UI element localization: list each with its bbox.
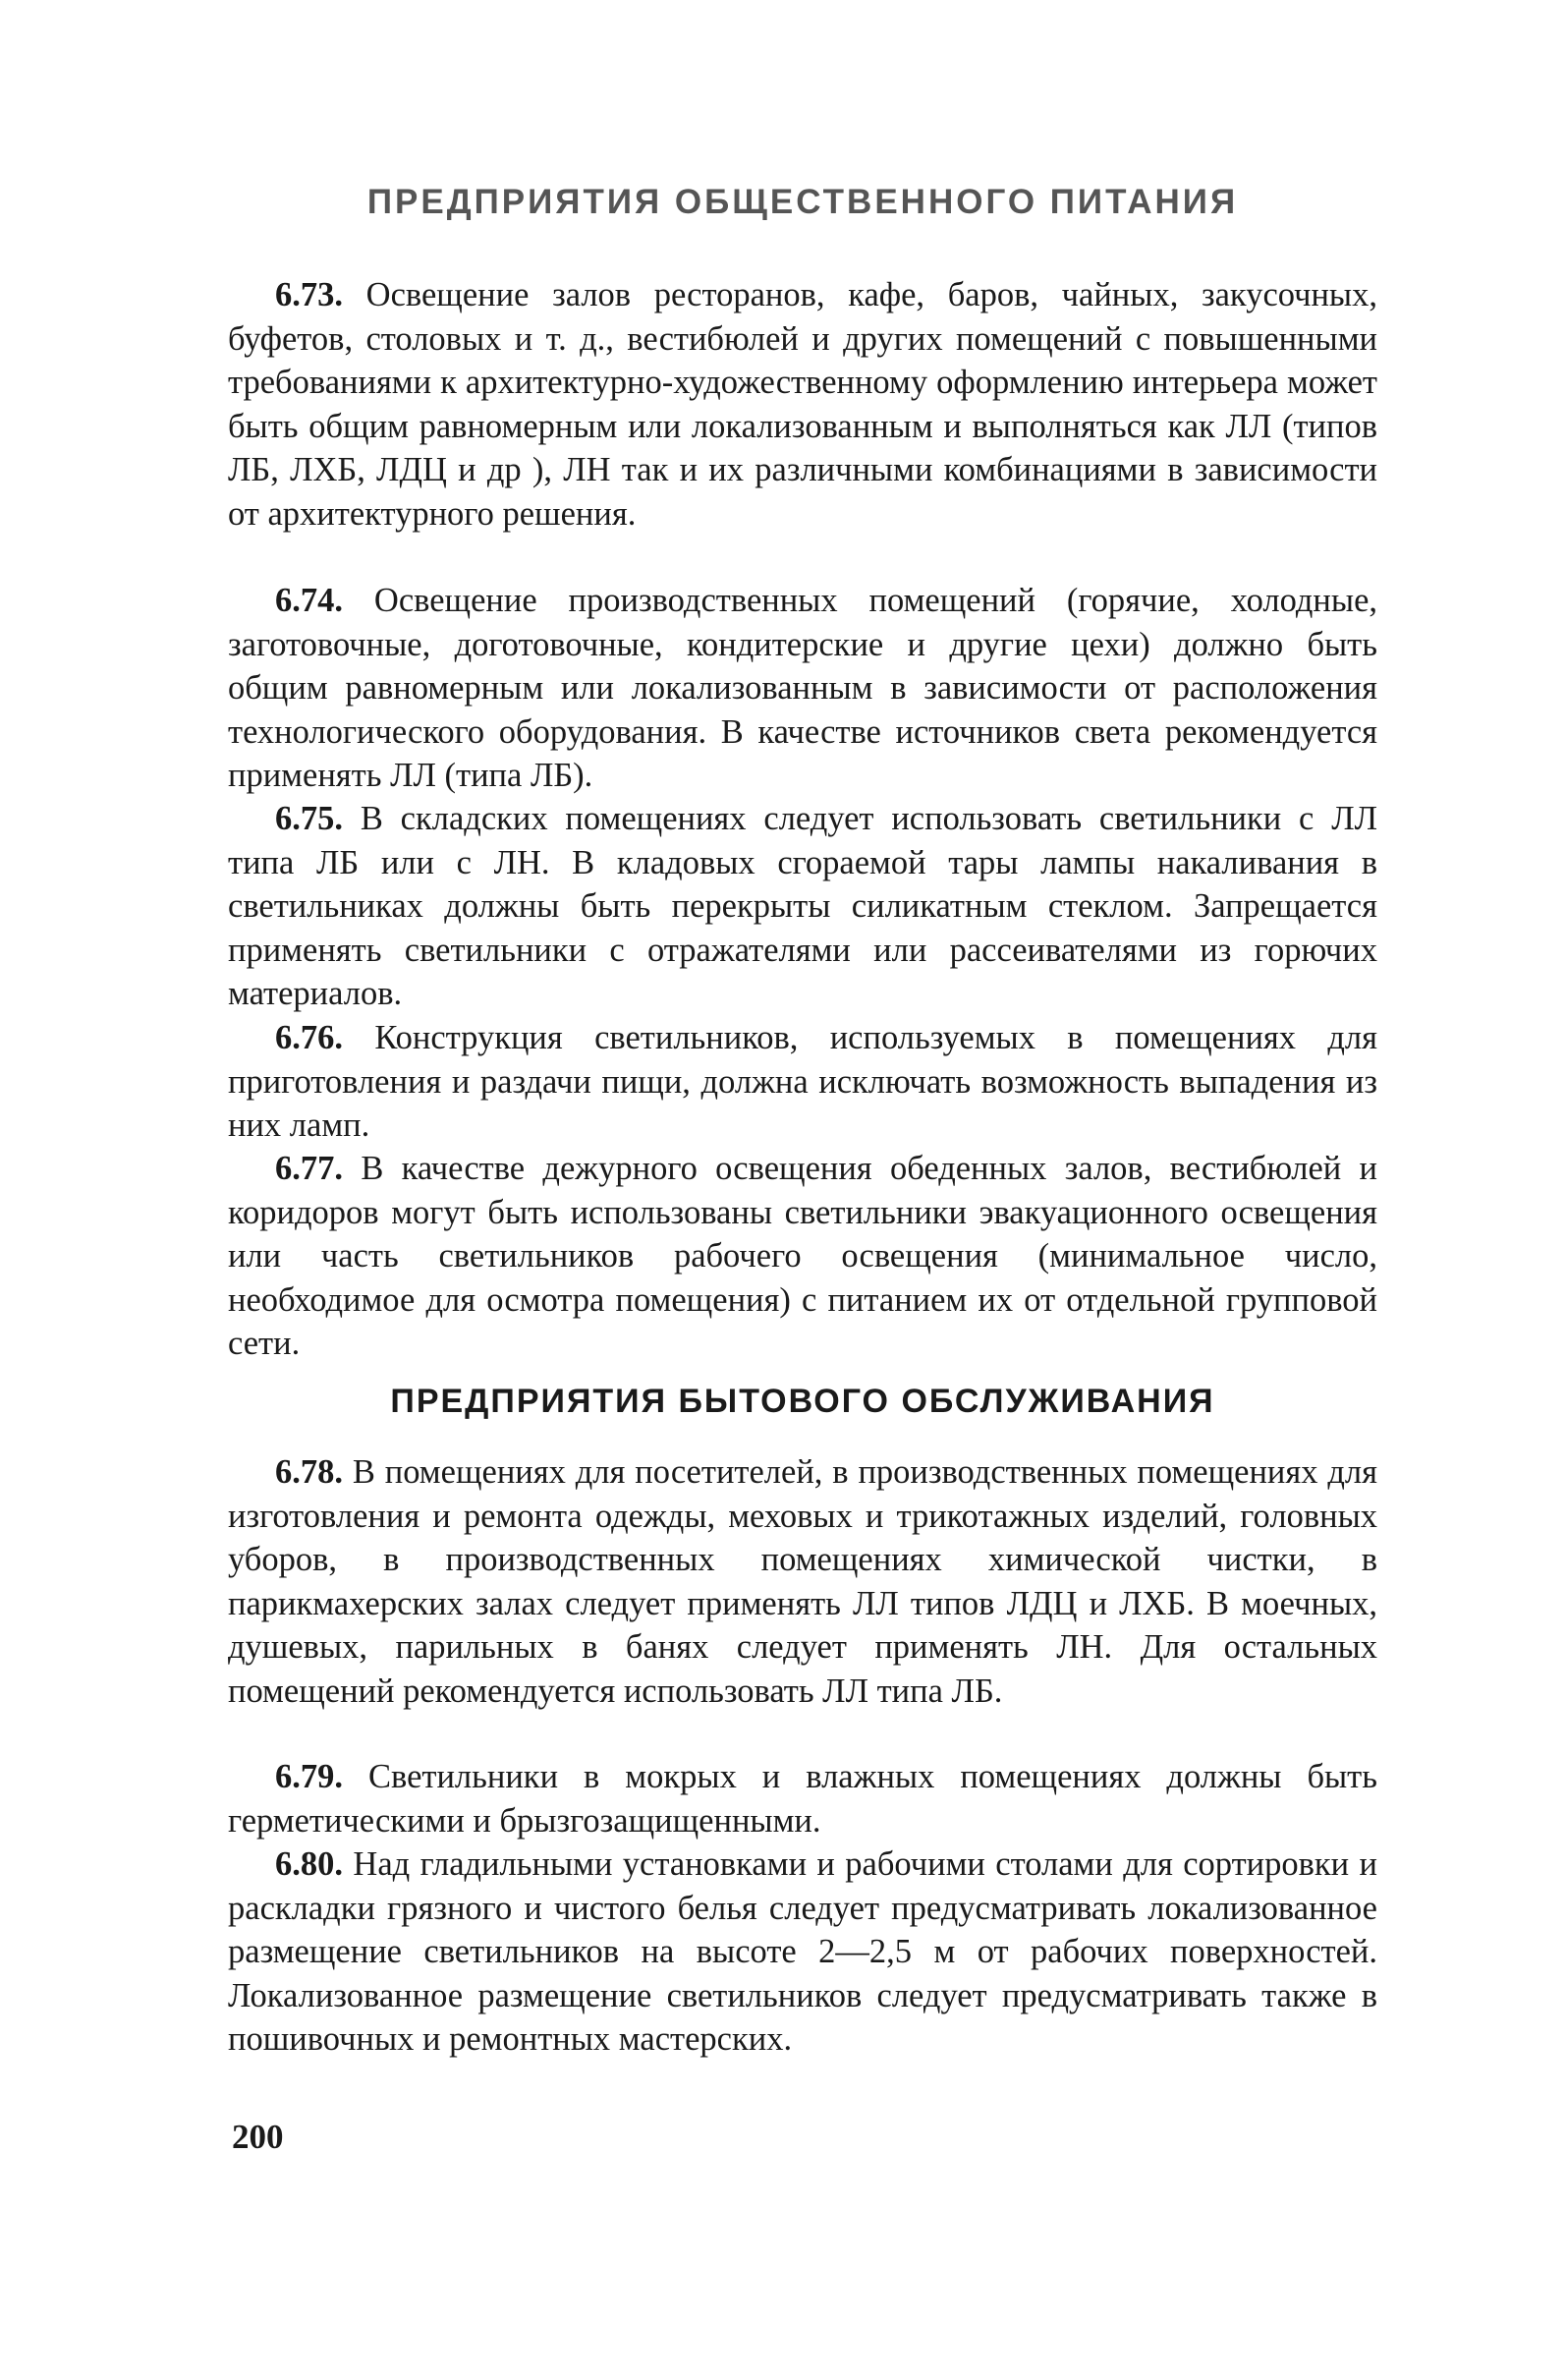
paragraph-number: 6.73. [275, 276, 343, 313]
paragraph-text: Освещение производственных помещений (горячие, холодные, заготовочные, доготовочные, кондитерские и другие цехи) должно быть общим равномерным или локализованным в зависимости от расположения технологического оборудования. В качестве источников света рекомендуется применять ЛЛ (типа ЛБ). [228, 582, 1378, 794]
paragraph-6-73 [228, 273, 1377, 536]
paragraph-6-78 [228, 1450, 1377, 1713]
document-page [228, 0, 1377, 2380]
paragraph-text: В складских помещениях следует использовать светильники с ЛЛ типа ЛБ или с ЛН. В кладовых сгораемой тары лампы накаливания в светильниках должны быть перекрыты силикатным стеклом. Запрещается применять светильники с отражателями или рассеивателями из горючих материалов. [228, 800, 1377, 1012]
section-heading-consumer-services: ПРЕДПРИЯТИЯ БЫТОВОГО ОБСЛУЖИВАНИЯ [390, 1383, 1215, 1420]
paragraph-text: В помещениях для посетителей, в производственных помещениях для изготовления и ремонта одежды, меховых и трикотажных изделий, головных уборов, в производственных помещениях химической чистки, в парикмахерских залах следует применять ЛЛ типов ЛДЦ и ЛХБ. В моечных, душевых, парильных в банях следует применять ЛН. Для остальных помещений рекомендуется использовать ЛЛ типа ЛБ. [228, 1453, 1377, 1710]
paragraph-number: 6.78. [275, 1453, 343, 1491]
paragraph-text: Конструкция светильников, используемых в помещениях для приготовления и раздачи пищи, должна исключать возможность выпадения из них ламп. [228, 1019, 1377, 1144]
section-heading-catering: ПРЕДПРИЯТИЯ ОБЩЕСТВЕННОГО ПИТАНИЯ [366, 183, 1239, 221]
paragraph-text: В качестве дежурного освещения обеденных залов, вестибюлей и коридоров могут быть использованы светильники эвакуационного освещения или часть светильников рабочего освещения (минимальное число, необходимое для осмотра помещения) с питанием их от отдельной групповой сети. [228, 1150, 1377, 1362]
paragraph-6-77 [228, 1147, 1377, 1366]
paragraph-number: 6.79. [275, 1758, 343, 1795]
paragraph-text: Освещение залов ресторанов, кафе, баров, чайных, закусочных, буфетов, столовых и т. д., вестибюлей и других помещений с повышенными требованиями к архитектурно-художественному оформлению интерьера может быть общим равномерным или локализованным и выполняться как ЛЛ (типов ЛБ, ЛХБ, ЛДЦ и др ), ЛН так и их различными комбинациями в зависимости от архитектурного решения. [228, 276, 1377, 533]
paragraph-6-79 [228, 1755, 1377, 1842]
paragraph-number: 6.80. [275, 1845, 343, 1883]
paragraph-6-80 [228, 1842, 1377, 2062]
paragraph-6-74 [228, 579, 1377, 798]
paragraph-6-75 [228, 797, 1377, 1016]
paragraph-text: Над гладильными установками и рабочими столами для сортировки и раскладки грязного и чистого белья следует предусматривать локализованное размещение светильников на высоте 2—2,5 м от рабочих поверхностей. Локализованное размещение светильников следует предусматривать также в пошивочных и ремонтных мастерских. [228, 1845, 1378, 2058]
paragraph-number: 6.75. [275, 800, 343, 837]
paragraph-number: 6.76. [275, 1019, 343, 1056]
paragraph-number: 6.77. [275, 1150, 343, 1187]
paragraph-number: 6.74. [275, 582, 343, 619]
paragraph-6-76 [228, 1016, 1377, 1148]
paragraph-text: Светильники в мокрых и влажных помещениях должны быть герметическими и брызгозащищенными. [228, 1758, 1377, 1840]
page-number: 200 [232, 2118, 284, 2156]
